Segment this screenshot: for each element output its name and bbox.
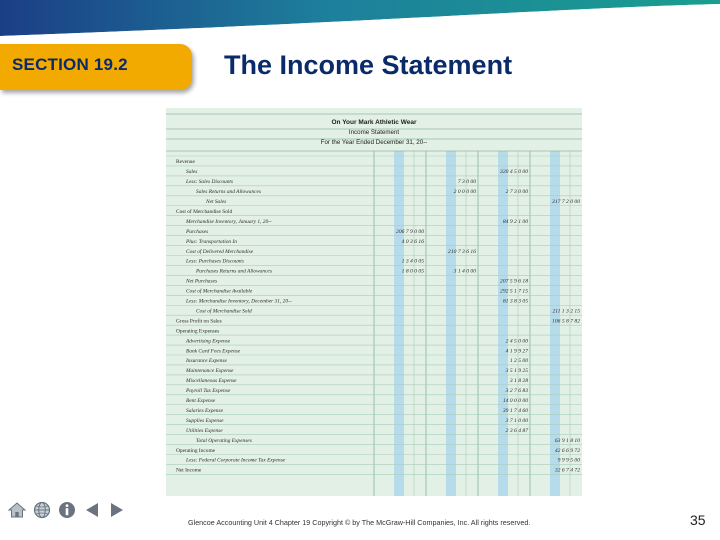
statement-row-amount: 292 5 1 7 15	[500, 288, 528, 295]
statement-row-amount: 106 5 8 7 82	[552, 318, 580, 325]
statement-row-amount: 7 3 0 00	[457, 179, 476, 186]
copyright-footer: Glencoe Accounting Unit 4 Chapter 19 Copyright © by The McGraw-Hill Companies, Inc. All rights reserved.	[188, 518, 531, 527]
statement-row-label: Net Sales	[206, 199, 227, 205]
statement-row-amount: 206 7 9 0 00	[396, 228, 424, 235]
statement-row-amount: 3 2 7 6 83	[505, 388, 528, 395]
statement-row-label: Payroll Tax Expense	[186, 388, 231, 395]
statement-row-amount: 3 5 1 9 25	[505, 368, 528, 375]
statement-row-label: Revenue	[176, 159, 195, 166]
statement-row-amount: 3 1 8 28	[509, 378, 528, 385]
statement-row-label: Maintenance Expense	[186, 368, 234, 375]
income-statement-sheet	[166, 108, 582, 496]
statement-row-label: Cost of Merchandise Available	[186, 288, 253, 295]
statement-row-label: Bank Card Fees Expense	[186, 348, 241, 355]
statement-row-amount: 4 0 3 6 16	[401, 238, 424, 245]
statement-row-label: Sales	[186, 169, 198, 176]
statement-row-amount: 42 6 6 9 72	[554, 447, 580, 454]
statement-row-label: Miscellaneous Expense	[186, 378, 237, 385]
page-title: The Income Statement	[224, 50, 513, 80]
statement-row-amount: 207 5 9 6 18	[500, 278, 528, 285]
statement-row-amount: 63 9 1 8 10	[554, 437, 580, 444]
statement-row-label: Less: Merchandise Inventory, December 31, 20--	[186, 298, 292, 305]
statement-row-amount: 3 1 4 0 00	[453, 268, 476, 275]
statement-row-label: Less: Purchases Discounts	[186, 258, 244, 265]
statement-row-amount: 84 9 2 1 00	[502, 218, 528, 225]
section-label: SECTION 19.2	[12, 55, 128, 74]
back-arrow-icon[interactable]	[81, 499, 103, 521]
statement-row-label: Insurance Expense	[186, 358, 227, 365]
statement-row-amount: 1 2 5 00	[509, 358, 528, 365]
header-band	[0, 0, 720, 40]
statement-row-label: Net Purchases	[186, 278, 218, 285]
statement-row-amount: 320 4 5 0 00	[500, 169, 528, 176]
globe-icon[interactable]	[31, 499, 53, 521]
info-icon[interactable]	[56, 499, 78, 521]
page-number: 35	[690, 512, 706, 528]
statement-row-label: Cost of Delivered Merchandise	[186, 248, 254, 255]
statement-row-label: Operating Income	[176, 447, 216, 454]
report-period: For the Year Ended December 31, 20--	[320, 139, 428, 146]
statement-row-amount: 210 7 3 6 16	[448, 248, 476, 255]
statement-row-amount: 317 7 2 0 00	[552, 199, 580, 205]
company-name: On Your Mark Athletic Wear	[331, 119, 417, 126]
statement-row-label: Gross Profit on Sales	[176, 318, 222, 325]
report-name: Income Statement	[348, 129, 400, 136]
statement-row-amount: 39 1 7 4 60	[502, 407, 528, 414]
statement-row-amount: 2 3 6 4 87	[505, 427, 528, 434]
statement-row-amount: 3 7 1 0 00	[505, 417, 528, 424]
statement-row-amount: 81 3 8 3 05	[502, 298, 528, 305]
statement-row-label: Supplies Expense	[186, 417, 224, 424]
statement-row-label: Purchases	[186, 228, 209, 235]
statement-row-amount: 211 1 3 2 15	[552, 308, 580, 315]
statement-row-label: Purchases Returns and Allowances	[196, 268, 272, 275]
statement-row-label: Plus: Transportation In	[186, 238, 237, 245]
statement-row-amount: 4 1 9 9 27	[505, 348, 528, 355]
statement-row-label: Less: Sales Discounts	[186, 179, 234, 186]
statement-row-amount: 14 0 0 0 00	[502, 398, 528, 404]
statement-row-label: Cost of Merchandise Sold	[176, 208, 233, 215]
statement-row-amount: 2 4 5 0 00	[505, 338, 528, 345]
statement-row-label: Operating Expenses	[176, 328, 220, 335]
statement-row-amount: 2 0 0 0 00	[453, 189, 476, 196]
statement-row-label: Rent Expense	[186, 398, 216, 404]
statement-row-amount: 9 9 9 5 00	[557, 457, 580, 464]
statement-row-label: Salaries Expense	[186, 407, 223, 414]
forward-arrow-icon[interactable]	[106, 499, 128, 521]
navigation-icons	[6, 499, 128, 521]
statement-row-label: Net Income	[176, 467, 202, 474]
statement-row-label: Cost of Merchandise Sold	[196, 308, 252, 315]
statement-row-label: Sales Returns and Allowances	[196, 189, 262, 196]
statement-row-label: Less: Federal Corporate Income Tax Expense	[186, 457, 286, 464]
home-icon[interactable]	[6, 499, 28, 521]
statement-row-amount: 1 8 0 0 05	[401, 268, 424, 275]
statement-row-label: Advertising Expense	[186, 338, 231, 345]
statement-row-label: Merchandise Inventory, January 1, 20--	[186, 218, 272, 225]
statement-row-amount: 1 3 4 0 05	[401, 258, 424, 265]
statement-row-label: Utilities Expense	[186, 427, 223, 434]
statement-row-amount: 2 7 3 0 00	[505, 189, 528, 196]
statement-row-amount: 32 6 7 4 72	[554, 467, 580, 474]
statement-row-label: Total Operating Expenses	[196, 437, 252, 444]
